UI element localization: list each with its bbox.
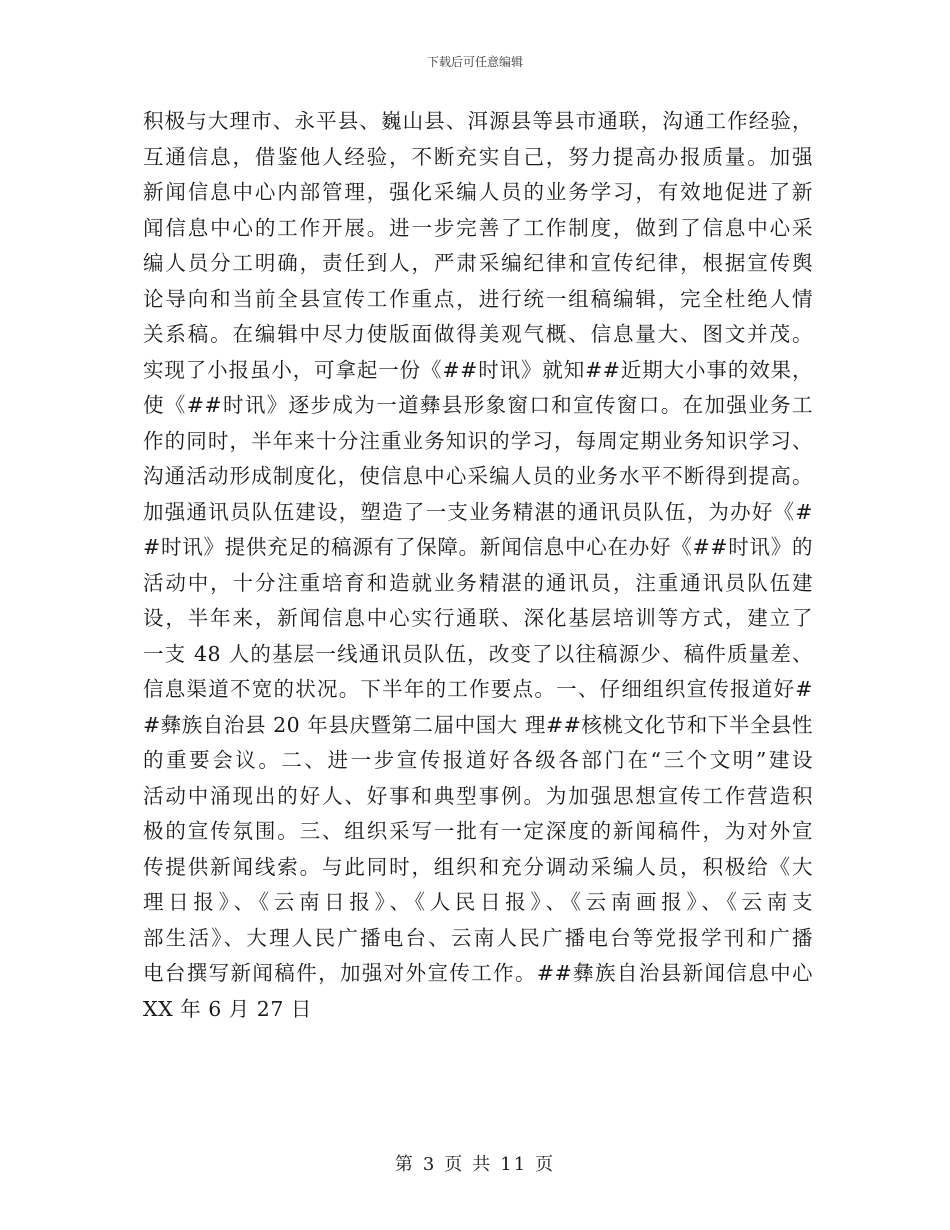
total-pages: 11 <box>500 1154 528 1175</box>
total-prefix: 共 <box>472 1154 493 1175</box>
page-footer <box>0 1150 950 1176</box>
document-body <box>143 104 813 1027</box>
total-suffix: 页 <box>535 1154 556 1175</box>
body-line: 加强通讯员队伍建设，塑造了一支业务精湛的通讯员队伍，为办好《# <box>143 499 813 524</box>
body-line: 关系稿。在编辑中尽力使版面做得美观气概、信息量大、图文并茂。 <box>143 322 813 346</box>
body-line: 实现了小报虽小，可拿起一份《##时讯》就知##近期大小事的效果， <box>143 357 813 382</box>
body-line: 活动中，十分注重培育和造就业务精湛的通讯员，注重通讯员队伍建 <box>143 570 813 595</box>
body-line: 互通信息，借鉴他人经验，不断充实自己，努力提高办报质量。加强 <box>143 144 813 169</box>
page-number: 3 <box>422 1154 437 1175</box>
body-line: 活动中涌现出的好人、好事和典型事例。为加强思想宣传工作营造积 <box>143 783 813 808</box>
page-header-note: 下载后可任意编辑 <box>426 55 523 69</box>
body-line: 使《##时讯》逐步成为一道彝县形象窗口和宣传窗口。在加强业务工 <box>143 393 813 417</box>
body-line: 部生活》、大理人民广播电台、云南人民广播电台等党报学刊和广播 <box>143 925 813 950</box>
body-line: 论导向和当前全县宣传工作重点，进行统一组稿编辑，完全杜绝人情 <box>143 286 813 311</box>
body-line: 新闻信息中心内部管理，强化采编人员的业务学习，有效地促进了新 <box>143 180 813 204</box>
page-suffix: 页 <box>444 1154 465 1175</box>
body-line: 积极与大理市、永平县、巍山县、洱源县等县市通联，沟通工作经验， <box>143 109 813 133</box>
body-line: 理日报》、《云南日报》、《人民日报》、《云南画报》、《云南支 <box>143 890 813 914</box>
body-line: 设，半年来，新闻信息中心实行通联、深化基层培训等方式，建立了 <box>143 606 813 630</box>
date-line: XX 年 6 月 27 日 <box>143 996 312 1021</box>
body-line: 电台撰写新闻稿件，加强对外宣传工作。##彝族自治县新闻信息中心 <box>143 961 813 985</box>
body-line: #时讯》提供充足的稿源有了保障。新闻信息中心在办好《##时讯》的 <box>143 535 813 559</box>
body-line: 闻信息中心的工作开展。进一步完善了工作制度，做到了信息中心采 <box>143 215 813 240</box>
body-line: 一支 48 人的基层一线通讯员队伍，改变了以往稿源少、稿件质量差、 <box>143 641 813 666</box>
body-line: 的重要会议。二、进一步宣传报道好各级各部门在“三个文明”建设 <box>143 748 813 772</box>
body-line: 传提供新闻线索。与此同时，组织和充分调动采编人员，积极给《大 <box>143 854 813 879</box>
page-prefix: 第 <box>394 1154 415 1175</box>
body-line: 编人员分工明确，责任到人，严肃采编纪律和宣传纪律，根据宣传舆 <box>143 251 813 275</box>
body-line: #彝族自治县 20 年县庆暨第二届中国大 理##核桃文化节和下半全县性 <box>143 712 813 737</box>
body-line: 沟通活动形成制度化，使信息中心采编人员的业务水平不断得到提高。 <box>143 464 813 488</box>
body-line: 作的同时，半年来十分注重业务知识的学习，每周定期业务知识学习、 <box>143 428 813 453</box>
body-line: 极的宣传氛围。三、组织采写一批有一定深度的新闻稿件，为对外宣 <box>143 819 813 843</box>
body-line: 信息渠道不宽的状况。下半年的工作要点。一、仔细组织宣传报道好# <box>143 677 813 701</box>
